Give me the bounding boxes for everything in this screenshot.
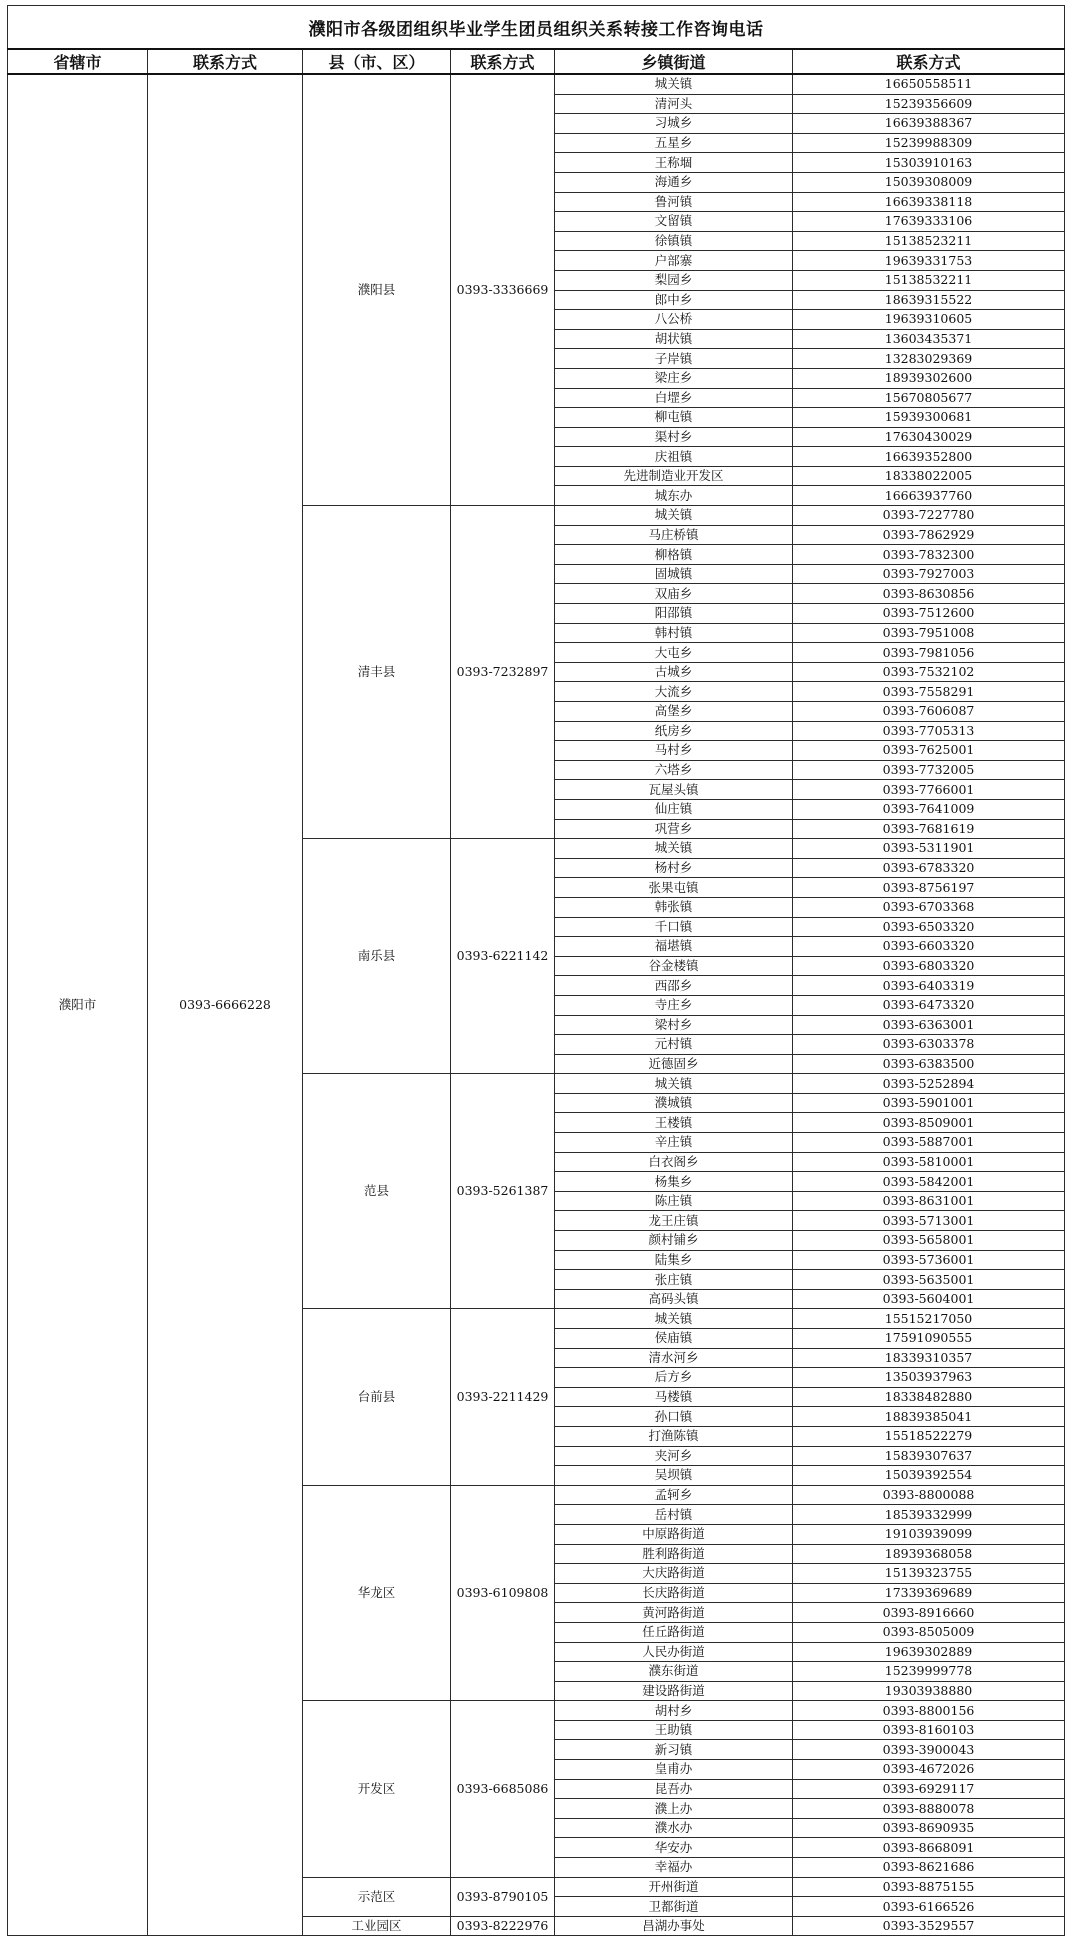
town-phone: 18338482880 bbox=[793, 1387, 1065, 1407]
town-name: 幸福办 bbox=[555, 1858, 793, 1878]
town-phone: 0393-6703368 bbox=[793, 897, 1065, 917]
town-phone: 0393-8756197 bbox=[793, 878, 1065, 898]
town-phone: 18939302600 bbox=[793, 368, 1065, 388]
town-phone: 0393-8690935 bbox=[793, 1818, 1065, 1838]
header-city: 省辖市 bbox=[8, 49, 148, 74]
town-name: 侯庙镇 bbox=[555, 1329, 793, 1349]
town-name: 近德固乡 bbox=[555, 1054, 793, 1074]
town-phone: 0393-5810001 bbox=[793, 1152, 1065, 1172]
town-phone: 0393-5842001 bbox=[793, 1172, 1065, 1192]
town-name: 张庄镇 bbox=[555, 1270, 793, 1290]
county-name: 范县 bbox=[303, 1074, 451, 1309]
town-phone: 19303938880 bbox=[793, 1681, 1065, 1701]
town-phone: 0393-7981056 bbox=[793, 643, 1065, 663]
town-phone: 0393-6166526 bbox=[793, 1897, 1065, 1917]
town-phone: 0393-6803320 bbox=[793, 956, 1065, 976]
town-phone: 19103939099 bbox=[793, 1524, 1065, 1544]
header-town: 乡镇街道 bbox=[555, 49, 793, 74]
town-phone: 16639338118 bbox=[793, 192, 1065, 212]
town-phone: 15239999778 bbox=[793, 1662, 1065, 1682]
town-phone: 15518522279 bbox=[793, 1426, 1065, 1446]
town-name: 固城镇 bbox=[555, 564, 793, 584]
town-name: 鲁河镇 bbox=[555, 192, 793, 212]
town-name: 昌湖办事处 bbox=[555, 1916, 793, 1936]
town-phone: 0393-6383500 bbox=[793, 1054, 1065, 1074]
county-name: 台前县 bbox=[303, 1309, 451, 1485]
contact-table bbox=[7, 5, 1065, 1936]
town-name: 濮城镇 bbox=[555, 1093, 793, 1113]
town-phone: 0393-8160103 bbox=[793, 1720, 1065, 1740]
town-name: 白堽乡 bbox=[555, 388, 793, 408]
town-phone: 0393-8509001 bbox=[793, 1113, 1065, 1133]
town-name: 建设路街道 bbox=[555, 1681, 793, 1701]
county-phone: 0393-8222976 bbox=[451, 1916, 555, 1936]
town-name: 人民办街道 bbox=[555, 1642, 793, 1662]
town-name: 岳村镇 bbox=[555, 1505, 793, 1525]
town-name: 福堪镇 bbox=[555, 937, 793, 957]
town-phone: 0393-5887001 bbox=[793, 1133, 1065, 1153]
town-phone: 16663937760 bbox=[793, 486, 1065, 506]
town-name: 元村镇 bbox=[555, 1035, 793, 1055]
town-phone: 0393-4672026 bbox=[793, 1760, 1065, 1780]
town-phone: 0393-6503320 bbox=[793, 917, 1065, 937]
table-row bbox=[8, 74, 1065, 94]
town-phone: 0393-7862929 bbox=[793, 525, 1065, 545]
town-phone: 19639331753 bbox=[793, 251, 1065, 271]
county-name: 开发区 bbox=[303, 1701, 451, 1877]
town-name: 千口镇 bbox=[555, 917, 793, 937]
town-name: 辛庄镇 bbox=[555, 1133, 793, 1153]
town-phone: 18338022005 bbox=[793, 466, 1065, 486]
town-name: 古城乡 bbox=[555, 662, 793, 682]
town-name: 大流乡 bbox=[555, 682, 793, 702]
town-name: 城关镇 bbox=[555, 74, 793, 94]
town-phone: 0393-5901001 bbox=[793, 1093, 1065, 1113]
town-phone: 13283029369 bbox=[793, 349, 1065, 369]
county-phone: 0393-8790105 bbox=[451, 1877, 555, 1916]
town-name: 郎中乡 bbox=[555, 290, 793, 310]
town-phone: 0393-7641009 bbox=[793, 799, 1065, 819]
town-phone: 0393-5252894 bbox=[793, 1074, 1065, 1094]
town-phone: 0393-5635001 bbox=[793, 1270, 1065, 1290]
town-phone: 15138532211 bbox=[793, 270, 1065, 290]
town-name: 打渔陈镇 bbox=[555, 1426, 793, 1446]
town-phone: 15670805677 bbox=[793, 388, 1065, 408]
town-name: 寺庄乡 bbox=[555, 995, 793, 1015]
town-phone: 13503937963 bbox=[793, 1368, 1065, 1388]
county-phone: 0393-6109808 bbox=[451, 1485, 555, 1701]
town-name: 双庙乡 bbox=[555, 584, 793, 604]
town-phone: 0393-8880078 bbox=[793, 1799, 1065, 1819]
county-name: 清丰县 bbox=[303, 506, 451, 839]
town-name: 梨园乡 bbox=[555, 270, 793, 290]
town-name: 韩张镇 bbox=[555, 897, 793, 917]
town-phone: 16639388367 bbox=[793, 114, 1065, 134]
town-phone: 15139323755 bbox=[793, 1564, 1065, 1584]
town-phone: 0393-8800156 bbox=[793, 1701, 1065, 1721]
town-phone: 0393-5604001 bbox=[793, 1289, 1065, 1309]
county-phone: 0393-2211429 bbox=[451, 1309, 555, 1485]
town-name: 昆吾办 bbox=[555, 1779, 793, 1799]
town-name: 海通乡 bbox=[555, 172, 793, 192]
city-phone: 0393-6666228 bbox=[148, 74, 303, 1936]
town-phone: 18939368058 bbox=[793, 1544, 1065, 1564]
town-phone: 0393-7732005 bbox=[793, 760, 1065, 780]
town-name: 任丘路街道 bbox=[555, 1622, 793, 1642]
town-phone: 0393-6403319 bbox=[793, 976, 1065, 996]
town-phone: 0393-5658001 bbox=[793, 1231, 1065, 1251]
town-name: 卫都街道 bbox=[555, 1897, 793, 1917]
town-phone: 0393-7705313 bbox=[793, 721, 1065, 741]
town-name: 八公桥 bbox=[555, 310, 793, 330]
town-name: 濮上办 bbox=[555, 1799, 793, 1819]
town-name: 颜村铺乡 bbox=[555, 1231, 793, 1251]
town-phone: 0393-7832300 bbox=[793, 545, 1065, 565]
town-phone: 18339310357 bbox=[793, 1348, 1065, 1368]
town-name: 城关镇 bbox=[555, 506, 793, 526]
town-name: 胜利路街道 bbox=[555, 1544, 793, 1564]
town-phone: 0393-7606087 bbox=[793, 702, 1065, 722]
town-phone: 0393-7227780 bbox=[793, 506, 1065, 526]
town-phone: 15039392554 bbox=[793, 1466, 1065, 1486]
city-name: 濮阳市 bbox=[8, 74, 148, 1936]
town-name: 胡村乡 bbox=[555, 1701, 793, 1721]
town-name: 开州街道 bbox=[555, 1877, 793, 1897]
town-phone: 0393-7512600 bbox=[793, 604, 1065, 624]
town-name: 柳格镇 bbox=[555, 545, 793, 565]
town-name: 华安办 bbox=[555, 1838, 793, 1858]
town-phone: 0393-6363001 bbox=[793, 1015, 1065, 1035]
town-phone: 0393-3529557 bbox=[793, 1916, 1065, 1936]
county-phone: 0393-7232897 bbox=[451, 506, 555, 839]
county-phone: 0393-3336669 bbox=[451, 74, 555, 506]
town-phone: 15303910163 bbox=[793, 153, 1065, 173]
town-name: 梁庄乡 bbox=[555, 368, 793, 388]
town-phone: 18539332999 bbox=[793, 1505, 1065, 1525]
town-name: 瓦屋头镇 bbox=[555, 780, 793, 800]
town-phone: 0393-7532102 bbox=[793, 662, 1065, 682]
town-phone: 0393-8916660 bbox=[793, 1603, 1065, 1623]
town-phone: 16639352800 bbox=[793, 447, 1065, 467]
county-name: 华龙区 bbox=[303, 1485, 451, 1701]
header-county: 县（市、区） bbox=[303, 49, 451, 74]
town-phone: 15138523211 bbox=[793, 231, 1065, 251]
town-name: 陈庄镇 bbox=[555, 1191, 793, 1211]
town-phone: 0393-6303378 bbox=[793, 1035, 1065, 1055]
town-name: 清水河乡 bbox=[555, 1348, 793, 1368]
town-name: 杨集乡 bbox=[555, 1172, 793, 1192]
town-phone: 15239988309 bbox=[793, 133, 1065, 153]
town-phone: 0393-7625001 bbox=[793, 741, 1065, 761]
town-name: 新习镇 bbox=[555, 1740, 793, 1760]
town-name: 五星乡 bbox=[555, 133, 793, 153]
town-name: 纸房乡 bbox=[555, 721, 793, 741]
town-phone: 16650558511 bbox=[793, 74, 1065, 94]
town-name: 濮东街道 bbox=[555, 1662, 793, 1682]
town-name: 文留镇 bbox=[555, 212, 793, 232]
town-phone: 19639302889 bbox=[793, 1642, 1065, 1662]
town-phone: 0393-8875155 bbox=[793, 1877, 1065, 1897]
town-name: 张果屯镇 bbox=[555, 878, 793, 898]
town-phone: 0393-7927003 bbox=[793, 564, 1065, 584]
town-phone: 0393-5311901 bbox=[793, 839, 1065, 859]
town-phone: 18639315522 bbox=[793, 290, 1065, 310]
town-phone: 0393-7766001 bbox=[793, 780, 1065, 800]
town-phone: 0393-8621686 bbox=[793, 1858, 1065, 1878]
town-name: 西邵乡 bbox=[555, 976, 793, 996]
town-phone: 0393-6603320 bbox=[793, 937, 1065, 957]
town-name: 陆集乡 bbox=[555, 1250, 793, 1270]
town-name: 清河头 bbox=[555, 94, 793, 114]
town-phone: 13603435371 bbox=[793, 329, 1065, 349]
county-name: 示范区 bbox=[303, 1877, 451, 1916]
town-phone: 17639333106 bbox=[793, 212, 1065, 232]
town-name: 仙庄镇 bbox=[555, 799, 793, 819]
town-name: 城关镇 bbox=[555, 1309, 793, 1329]
town-name: 白衣阁乡 bbox=[555, 1152, 793, 1172]
town-name: 徐镇镇 bbox=[555, 231, 793, 251]
header-town-phone: 联系方式 bbox=[793, 49, 1065, 74]
town-phone: 0393-8668091 bbox=[793, 1838, 1065, 1858]
town-name: 庆祖镇 bbox=[555, 447, 793, 467]
town-name: 马庄桥镇 bbox=[555, 525, 793, 545]
town-name: 阳邵镇 bbox=[555, 604, 793, 624]
county-name: 濮阳县 bbox=[303, 74, 451, 506]
town-name: 城关镇 bbox=[555, 839, 793, 859]
town-phone: 0393-6473320 bbox=[793, 995, 1065, 1015]
town-phone: 0393-7558291 bbox=[793, 682, 1065, 702]
town-name: 渠村乡 bbox=[555, 427, 793, 447]
town-phone: 15515217050 bbox=[793, 1309, 1065, 1329]
header-county-phone: 联系方式 bbox=[451, 49, 555, 74]
town-name: 夹河乡 bbox=[555, 1446, 793, 1466]
town-name: 杨村乡 bbox=[555, 858, 793, 878]
town-name: 龙王庄镇 bbox=[555, 1211, 793, 1231]
town-name: 吴坝镇 bbox=[555, 1466, 793, 1486]
town-name: 大庆路街道 bbox=[555, 1564, 793, 1584]
town-name: 中原路街道 bbox=[555, 1524, 793, 1544]
town-phone: 17339369689 bbox=[793, 1583, 1065, 1603]
town-name: 六塔乡 bbox=[555, 760, 793, 780]
town-phone: 15839307637 bbox=[793, 1446, 1065, 1466]
town-phone: 19639310605 bbox=[793, 310, 1065, 330]
town-phone: 0393-8800088 bbox=[793, 1485, 1065, 1505]
town-name: 胡状镇 bbox=[555, 329, 793, 349]
town-name: 王称堌 bbox=[555, 153, 793, 173]
town-name: 高码头镇 bbox=[555, 1289, 793, 1309]
town-name: 濮水办 bbox=[555, 1818, 793, 1838]
town-phone: 0393-8630856 bbox=[793, 584, 1065, 604]
town-name: 谷金楼镇 bbox=[555, 956, 793, 976]
town-phone: 17591090555 bbox=[793, 1329, 1065, 1349]
county-phone: 0393-5261387 bbox=[451, 1074, 555, 1309]
town-name: 梁村乡 bbox=[555, 1015, 793, 1035]
county-name: 工业园区 bbox=[303, 1916, 451, 1936]
town-name: 先进制造业开发区 bbox=[555, 466, 793, 486]
town-phone: 0393-6783320 bbox=[793, 858, 1065, 878]
town-name: 皇甫办 bbox=[555, 1760, 793, 1780]
town-phone: 0393-5736001 bbox=[793, 1250, 1065, 1270]
town-phone: 0393-6929117 bbox=[793, 1779, 1065, 1799]
town-name: 高堡乡 bbox=[555, 702, 793, 722]
town-phone: 15239356609 bbox=[793, 94, 1065, 114]
county-phone: 0393-6221142 bbox=[451, 839, 555, 1074]
town-name: 孟轲乡 bbox=[555, 1485, 793, 1505]
town-phone: 0393-5713001 bbox=[793, 1211, 1065, 1231]
town-phone: 0393-7951008 bbox=[793, 623, 1065, 643]
town-phone: 0393-8631001 bbox=[793, 1191, 1065, 1211]
town-phone: 15939300681 bbox=[793, 408, 1065, 428]
county-name: 南乐县 bbox=[303, 839, 451, 1074]
town-phone: 0393-3900043 bbox=[793, 1740, 1065, 1760]
town-name: 韩村镇 bbox=[555, 623, 793, 643]
header-city-phone: 联系方式 bbox=[148, 49, 303, 74]
town-phone: 15039308009 bbox=[793, 172, 1065, 192]
town-name: 柳屯镇 bbox=[555, 408, 793, 428]
town-name: 马村乡 bbox=[555, 741, 793, 761]
town-name: 户部寨 bbox=[555, 251, 793, 271]
header-row bbox=[8, 49, 1065, 74]
town-name: 习城乡 bbox=[555, 114, 793, 134]
town-phone: 0393-8505009 bbox=[793, 1622, 1065, 1642]
town-phone: 18839385041 bbox=[793, 1407, 1065, 1427]
town-name: 孙口镇 bbox=[555, 1407, 793, 1427]
town-phone: 17630430029 bbox=[793, 427, 1065, 447]
town-name: 后方乡 bbox=[555, 1368, 793, 1388]
table-title: 濮阳市各级团组织毕业学生团员组织关系转接工作咨询电话 bbox=[8, 6, 1065, 50]
town-name: 城关镇 bbox=[555, 1074, 793, 1094]
town-phone: 0393-7681619 bbox=[793, 819, 1065, 839]
town-name: 马楼镇 bbox=[555, 1387, 793, 1407]
town-name: 大屯乡 bbox=[555, 643, 793, 663]
town-name: 王助镇 bbox=[555, 1720, 793, 1740]
town-name: 长庆路街道 bbox=[555, 1583, 793, 1603]
town-name: 巩营乡 bbox=[555, 819, 793, 839]
county-phone: 0393-6685086 bbox=[451, 1701, 555, 1877]
town-name: 王楼镇 bbox=[555, 1113, 793, 1133]
town-name: 子岸镇 bbox=[555, 349, 793, 369]
town-name: 黄河路街道 bbox=[555, 1603, 793, 1623]
town-name: 城东办 bbox=[555, 486, 793, 506]
